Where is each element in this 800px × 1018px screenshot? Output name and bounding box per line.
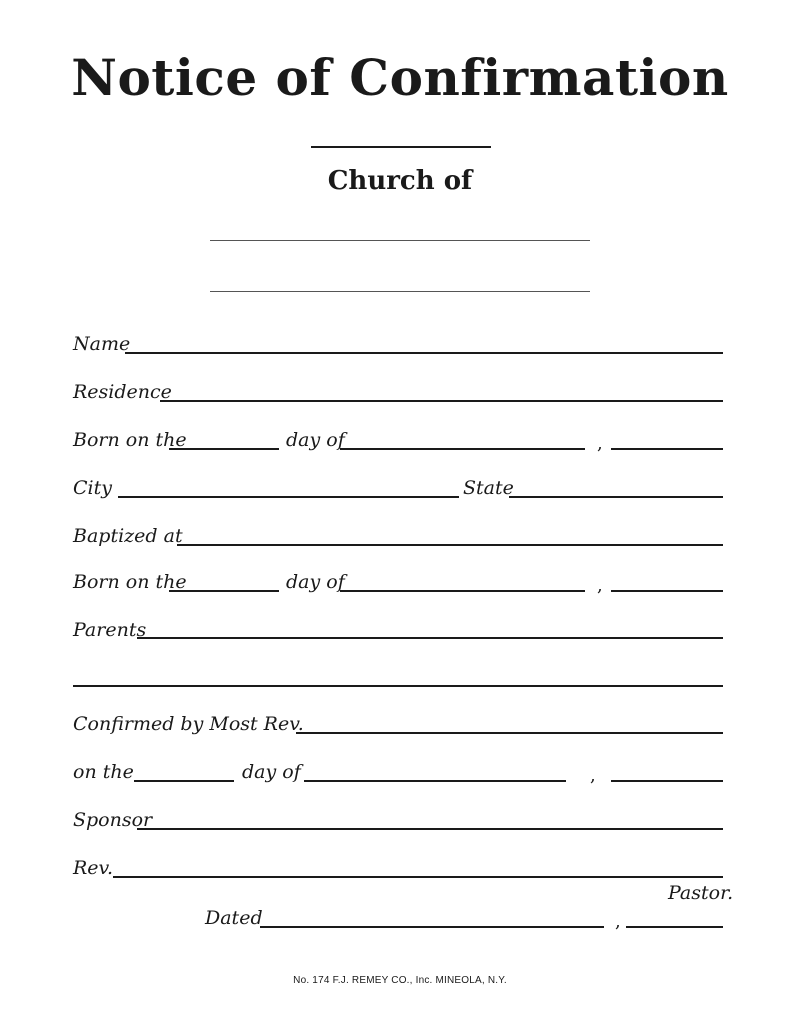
church-label: Church of — [327, 166, 473, 196]
comma: , — [597, 575, 603, 596]
publisher-footer: No. 174 F.J. REMEY CO., Inc. MINEOLA, N.Y. — [293, 975, 507, 986]
church-name-line-2[interactable] — [210, 291, 590, 292]
sponsor-field[interactable] — [137, 828, 723, 830]
comma: , — [590, 765, 596, 786]
rev-label: Rev. — [73, 857, 114, 879]
dated-label: Dated — [205, 907, 263, 929]
state-label: State — [463, 477, 514, 499]
baptism-month-field[interactable] — [340, 590, 585, 592]
pastor-label: Pastor. — [668, 882, 734, 904]
confirmation-day-field[interactable] — [134, 780, 234, 782]
baptism-day-field[interactable] — [169, 590, 279, 592]
pastor-signature-field[interactable] — [113, 876, 723, 878]
dated-year-field[interactable] — [626, 926, 723, 928]
parents-label: Parents — [73, 619, 147, 641]
state-field[interactable] — [509, 496, 723, 498]
comma: , — [615, 911, 621, 932]
parents-field-continued[interactable] — [73, 685, 723, 687]
parents-field[interactable] — [137, 637, 723, 639]
confirmation-month-field[interactable] — [304, 780, 566, 782]
city-field[interactable] — [118, 496, 459, 498]
confirmation-year-field[interactable] — [611, 780, 723, 782]
born-on-label: Born on the — [73, 429, 187, 451]
baptized-at-field[interactable] — [177, 544, 723, 546]
residence-label: Residence — [73, 381, 172, 403]
city-label: City — [73, 477, 112, 499]
title-divider — [311, 146, 491, 148]
day-of-label: day of — [286, 429, 345, 451]
day-of-label: day of — [242, 761, 301, 783]
on-the-label: on the — [73, 761, 134, 783]
confirmed-by-label: Confirmed by Most Rev. — [73, 713, 304, 735]
page-title: Notice of Confirmation — [71, 48, 729, 107]
sponsor-label: Sponsor — [73, 809, 153, 831]
birth-day-field[interactable] — [169, 448, 279, 450]
residence-field[interactable] — [160, 400, 723, 402]
baptized-at-label: Baptized at — [73, 525, 183, 547]
church-name-line-1[interactable] — [210, 240, 590, 241]
baptism-on-label: Born on the — [73, 571, 187, 593]
baptism-year-field[interactable] — [611, 590, 723, 592]
confirmed-by-field[interactable] — [296, 732, 723, 734]
name-label: Name — [73, 333, 131, 355]
birth-month-field[interactable] — [340, 448, 585, 450]
comma: , — [597, 433, 603, 454]
birth-year-field[interactable] — [611, 448, 723, 450]
name-field[interactable] — [125, 352, 723, 354]
day-of-label: day of — [286, 571, 345, 593]
dated-field[interactable] — [260, 926, 604, 928]
